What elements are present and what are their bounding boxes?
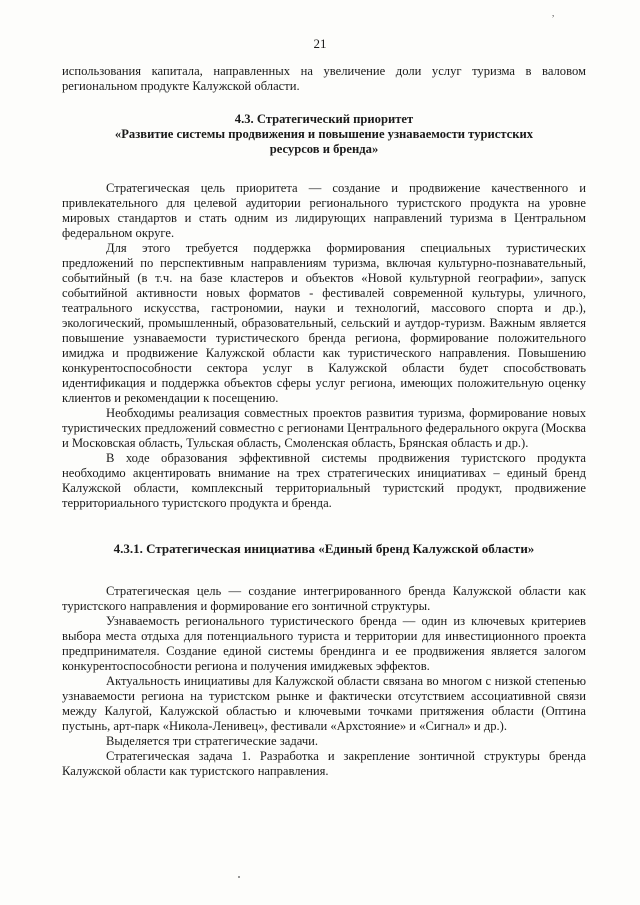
- paragraph-continuation: использования капитала, направленных на увеличение доли услуг туризма в валовом региональном продукте Калужской области.: [62, 64, 586, 93]
- paragraph: Стратегическая задача 1. Разработка и закрепление зонтичной структуры бренда Калужской области как туристского направления.: [62, 749, 586, 778]
- section-heading-4-3-subtitle: «Развитие системы продвижения и повышение узнаваемости туристских ресурсов и бренда»: [114, 127, 534, 156]
- scan-mark: ,: [552, 8, 555, 18]
- paragraph: В ходе образования эффективной системы продвижения туристского продукта необходимо акцентировать внимание на трех стратегических инициативах – единый бренд Калужской области, комплексный территориальный туристский продукт, продвижение территориального туристского продукта и бренда.: [62, 451, 586, 510]
- page-content: [62, 64, 586, 779]
- section-heading-4-3-title: 4.3. Стратегический приоритет: [234, 112, 414, 126]
- section-heading-4-3: [62, 112, 586, 157]
- page-number: 21: [313, 36, 327, 51]
- paragraph: Для этого требуется поддержка формирования специальных туристических предложений по перспективным направлениям туризма, включая культурно-познавательный, событийный (в т.ч. на базе кластеров и объектов «Новой культурной географии», запуск событийной активности новых форматов - фестивалей современной культуры, уличного, театрального искусства, гастрономии, науки и технологий, массового спорта и др.), экологический, промышленный, образовательный, сельский и аутдор-туризм. Важным является повышение узнаваемости туристического бренда региона, формирование положительного имиджа и продвижение Калужской области как туристического направления. Повышению конкурентоспособности сектора услуг в Калужской области будет способствовать идентификация и поддержка объектов сферы услуг региона, имеющих положительную оценку клиентов и рекомендации к посещению.: [62, 241, 586, 405]
- paragraph: Необходимы реализация совместных проектов развития туризма, формирование новых туристических предложений совместно с регионами Центрального федерального округа (Москва и Московская область, Тульская область, Смоленская область, Брянская область и др.).: [62, 406, 586, 450]
- paragraph: Узнаваемость регионального туристического бренда — один из ключевых критериев выбора места отдыха для потенциального туриста и территории для инвестиционного проекта предпринимателя. Создание единой системы брендинга и ее продвижения является залогом конкурентоспособности региона и получения имиджевых эффектов.: [62, 614, 586, 673]
- paragraph: Актуальность инициативы для Калужской области связана во многом с низкой степенью узнаваемости региона на туристском рынке и фактически отсутствием ассоциативной связи между Калугой, Калужской областью и ключевыми точками притяжения области (Оптина пустынь, арт-парк «Никола-Ленивец», фестивали «Архстояние» и «Сигнал» и др.).: [62, 674, 586, 733]
- paragraph: Стратегическая цель приоритета — создание и продвижение качественного и привлекательного для целевой аудитории регионального туристского продукта на уровне мировых стандартов и стать одним из лидирующих направлений туризма в Центральном федеральном округе.: [62, 181, 586, 240]
- scan-speck: [238, 876, 240, 878]
- paragraph: Стратегическая цель — создание интегрированного бренда Калужской области как туристского направления и формирование его зонтичной структуры.: [62, 584, 586, 613]
- paragraph: Выделяется три стратегические задачи.: [106, 734, 319, 748]
- section-heading-4-3-1: 4.3.1. Стратегическая инициатива «Единый бренд Калужской области»: [113, 541, 535, 556]
